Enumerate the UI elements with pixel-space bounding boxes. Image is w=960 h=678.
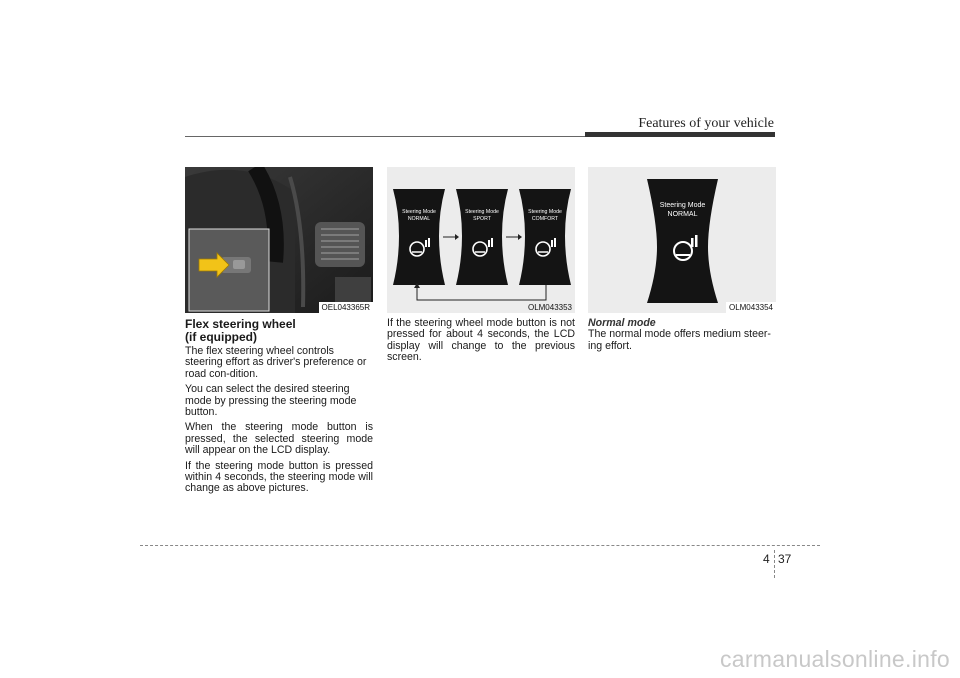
image-caption: OLM043353 xyxy=(525,302,575,313)
panel-comfort-mode: COMFORT xyxy=(531,216,559,222)
image-caption: OEL043365R xyxy=(319,302,373,313)
page-number: 37 xyxy=(778,552,792,566)
normal-mode-display xyxy=(588,167,776,313)
paragraph: The normal mode offers medium steer-ing effort. xyxy=(588,328,771,352)
section-heading xyxy=(185,318,373,343)
image-caption: OLM043354 xyxy=(726,302,776,313)
header-rule-accent xyxy=(585,132,775,137)
panel-normal-title: Steering Mode xyxy=(402,209,436,215)
paragraph: If the steering wheel mode button is not pressed for about 4 seconds, the LCD display will change to the previous screen. xyxy=(387,317,575,364)
watermark: carmanualsonline.info xyxy=(719,646,950,672)
column-mode-timeout xyxy=(387,318,575,368)
paragraph: When the steering mode button is pressed, the selected steering mode will appear on the LCD display. xyxy=(185,421,373,457)
heading-line-1: Flex steering wheel xyxy=(185,317,296,331)
page-number-divider xyxy=(774,550,775,578)
panel-normal-mode: NORMAL xyxy=(407,216,431,222)
section-title: Features of your vehicle xyxy=(638,116,774,131)
panel-sport-mode: SPORT xyxy=(473,216,491,222)
paragraph: The flex steering wheel controls steering effort as driver's preference or road con-dition. xyxy=(185,345,367,380)
panel-sport-title: Steering Mode xyxy=(465,209,499,215)
steering-wheel-photo xyxy=(185,167,373,313)
normal-mode-illustration xyxy=(588,167,776,313)
paragraph: If the steering mode button is pressed within 4 seconds, the steering mode will change as above pictures. xyxy=(185,459,373,495)
chapter-number: 4 xyxy=(763,552,770,566)
panel-comfort-title: Steering Mode xyxy=(528,209,562,215)
steering-wheel-illustration xyxy=(185,167,373,313)
column-flex-steering xyxy=(185,318,373,499)
normal-display-title: Steering Mode xyxy=(659,202,706,209)
normal-display-mode: NORMAL xyxy=(667,211,698,218)
mode-sequence-illustration xyxy=(387,167,575,313)
footer-divider xyxy=(140,545,820,546)
heading-line-2: (if equipped) xyxy=(185,329,257,344)
steering-mode-sequence xyxy=(387,167,575,313)
subheading-normal-mode: Normal mode xyxy=(588,317,656,329)
column-normal-mode xyxy=(588,318,776,356)
header-rule xyxy=(185,136,590,137)
paragraph: You can select the desired steering mode by pressing the steering mode button. xyxy=(185,383,357,419)
